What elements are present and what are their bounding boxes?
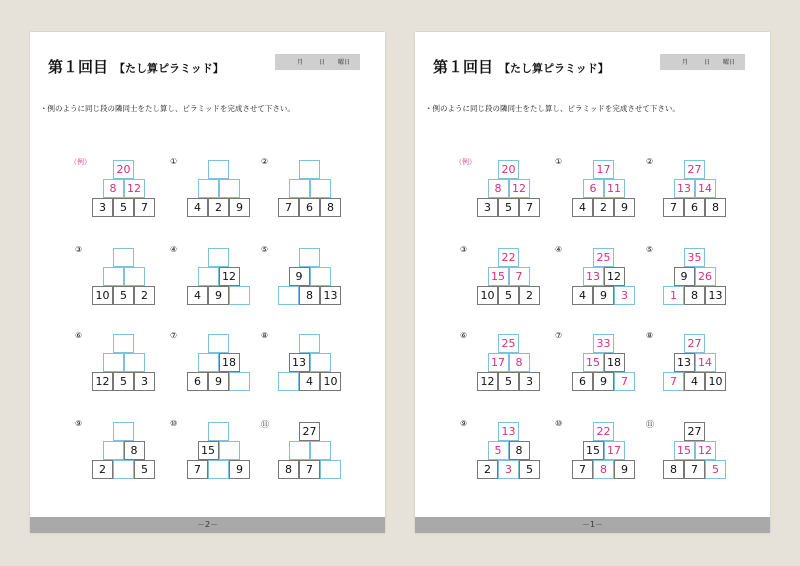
pyramid-cell[interactable]	[208, 422, 229, 441]
pyramid-cell[interactable]	[289, 179, 310, 198]
pyramid-label: ④	[555, 245, 563, 254]
pyramid-10	[555, 419, 636, 478]
pyramid-cell: 22	[498, 248, 519, 267]
pyramid-cell: 8	[320, 198, 341, 217]
pyramid-cell: 13	[289, 353, 310, 372]
pyramid-cell: 9	[229, 460, 250, 479]
pyramid-1	[555, 157, 636, 216]
pyramid-cell: 4	[572, 286, 593, 305]
pyramid-cell[interactable]	[103, 441, 124, 460]
pyramid-10	[170, 419, 251, 478]
pyramid-label: ⑦	[170, 331, 178, 340]
page-title	[433, 56, 609, 77]
pyramid-cell: 7	[509, 267, 530, 286]
pyramid-cell: 8	[509, 353, 530, 372]
pyramid-cell[interactable]	[310, 267, 331, 286]
pyramid-cell: 5	[488, 441, 509, 460]
pyramid-cell: 17	[593, 160, 614, 179]
pyramid-label: ④	[170, 245, 178, 254]
pyramid-6	[460, 331, 541, 390]
pyramid-label: ⑧	[646, 331, 654, 340]
pyramid-cell: 9	[593, 372, 614, 391]
pyramid-cell: 10	[92, 286, 113, 305]
page-number-footer: －2－	[30, 517, 385, 533]
pyramid-cell: 15	[488, 267, 509, 286]
pyramid-cell[interactable]	[219, 179, 240, 198]
pyramid-cell[interactable]	[320, 460, 341, 479]
pyramid-cell: 7	[134, 198, 155, 217]
pyramid-cell[interactable]	[289, 441, 310, 460]
pyramid-cell: 6	[684, 198, 705, 217]
pyramid-cell[interactable]	[229, 286, 250, 305]
pyramid-label: （例）	[70, 158, 91, 166]
pyramid-cell[interactable]	[310, 179, 331, 198]
pyramid-cell: 4	[187, 286, 208, 305]
pyramid-cell: 13	[583, 267, 604, 286]
pyramid-label: ⑤	[646, 245, 654, 254]
pyramid-cell[interactable]	[208, 334, 229, 353]
pyramid-cell[interactable]	[198, 267, 219, 286]
pyramid-cell: 2	[519, 286, 540, 305]
pyramid-cell: 4	[187, 198, 208, 217]
pyramid-cell: 3	[519, 372, 540, 391]
pyramid-cell: 27	[684, 334, 705, 353]
pyramid-cell: 10	[705, 372, 726, 391]
pyramid-cell[interactable]	[219, 441, 240, 460]
pyramid-cell[interactable]	[208, 248, 229, 267]
pyramid-9	[75, 419, 156, 478]
pyramid-1	[170, 157, 251, 216]
pyramid-cell: 9	[674, 267, 695, 286]
pyramid-label: ①	[555, 157, 563, 166]
date-day-label: 日	[704, 59, 711, 66]
pyramid-cell: 2	[208, 198, 229, 217]
pyramid-cell: 5	[498, 372, 519, 391]
date-month-label: 月	[297, 59, 304, 66]
pyramid-cell: 25	[593, 248, 614, 267]
pyramid-label: ③	[460, 245, 468, 254]
pyramid-cell: 6	[572, 372, 593, 391]
pyramid-cell[interactable]	[198, 179, 219, 198]
pyramid-cell[interactable]	[299, 248, 320, 267]
pyramid-cell: 8	[684, 286, 705, 305]
pyramid-6	[75, 331, 156, 390]
pyramid-cell: 9	[208, 286, 229, 305]
pyramid-cell: 13	[674, 179, 695, 198]
pyramid-cell: 4	[572, 198, 593, 217]
pyramid-cell: 4	[684, 372, 705, 391]
pyramid-cell: 12	[219, 267, 240, 286]
pyramid-cell: 7	[663, 372, 684, 391]
pyramid-cell: 8	[103, 179, 124, 198]
pyramid-cell: 3	[92, 198, 113, 217]
pyramid-cell[interactable]	[103, 267, 124, 286]
pyramid-3	[75, 245, 156, 304]
pyramid-cell: 12	[509, 179, 530, 198]
pyramid-cell: 18	[604, 353, 625, 372]
pyramid-cell[interactable]	[208, 460, 229, 479]
pyramid-cell: 13	[320, 286, 341, 305]
instruction-text: ・例のように同じ段の隣同士をたし算し、ピラミッドを完成させて下さい。	[425, 104, 680, 113]
pyramid-cell: 3	[614, 286, 635, 305]
pyramid-cell: 4	[299, 372, 320, 391]
pyramid-cell[interactable]	[299, 160, 320, 179]
pyramid-label: ⑩	[170, 419, 178, 428]
title-text: 第１回目	[433, 58, 494, 76]
date-box	[660, 54, 745, 70]
pyramid-cell: 5	[519, 460, 540, 479]
pyramid-cell: 9	[208, 372, 229, 391]
pyramid-cell: 9	[614, 198, 635, 217]
pyramid-9	[460, 419, 541, 478]
pyramid-label: ⑤	[261, 245, 269, 254]
pyramid-cell: 15	[583, 353, 604, 372]
pyramid-cell: 9	[229, 198, 250, 217]
pyramid-label: ⑩	[555, 419, 563, 428]
pyramid-cell[interactable]	[229, 372, 250, 391]
date-weekday-label: 曜日	[338, 59, 351, 66]
pyramid-cell: 17	[604, 441, 625, 460]
pyramid-cell: 6	[187, 372, 208, 391]
pyramid-label: ⑪	[261, 420, 269, 429]
page-number-footer: －1－	[415, 517, 770, 533]
pyramid-7	[170, 331, 251, 390]
page-title	[48, 56, 224, 77]
pyramid-cell: 33	[593, 334, 614, 353]
pyramid-cell: 7	[663, 198, 684, 217]
pyramid-cell[interactable]	[113, 460, 134, 479]
pyramid-cell[interactable]	[310, 441, 331, 460]
pyramid-cell: 14	[695, 353, 716, 372]
pyramid-3	[460, 245, 541, 304]
pyramid-cell: 5	[498, 198, 519, 217]
pyramid-cell: 35	[684, 248, 705, 267]
pyramid-cell: 7	[614, 372, 635, 391]
pyramid-cell: 10	[477, 286, 498, 305]
pyramid-cell: 8	[509, 441, 530, 460]
pyramid-cell: 7	[684, 460, 705, 479]
example-pyramid	[455, 158, 541, 216]
pyramid-cell: 8	[124, 441, 145, 460]
pyramid-cell: 2	[593, 198, 614, 217]
pyramid-cell[interactable]	[278, 372, 299, 391]
pyramid-5	[261, 245, 342, 304]
pyramid-cell: 18	[219, 353, 240, 372]
pyramid-cell: 5	[134, 460, 155, 479]
pyramid-label: ⑨	[460, 419, 468, 428]
pyramid-cell: 8	[593, 460, 614, 479]
pyramid-2	[646, 157, 727, 216]
pyramid-cell[interactable]	[113, 334, 134, 353]
pyramid-label: ⑪	[646, 420, 654, 429]
pyramid-cell: 6	[299, 198, 320, 217]
title-text: 第１回目	[48, 58, 109, 76]
pyramid-cell: 20	[113, 160, 134, 179]
pyramid-cell: 15	[583, 441, 604, 460]
pyramid-cell: 9	[614, 460, 635, 479]
pyramid-cell: 12	[477, 372, 498, 391]
pyramid-cell: 17	[488, 353, 509, 372]
date-box	[275, 54, 360, 70]
pyramid-cell: 8	[278, 460, 299, 479]
pyramid-cell: 13	[705, 286, 726, 305]
pyramid-8	[261, 331, 342, 390]
pyramid-cell: 12	[695, 441, 716, 460]
pyramid-11	[261, 420, 342, 478]
date-month-label: 月	[682, 59, 689, 66]
pyramid-5	[646, 245, 727, 304]
pyramid-cell: 22	[593, 422, 614, 441]
pyramid-cell[interactable]	[124, 353, 145, 372]
pyramid-cell[interactable]	[113, 422, 134, 441]
pyramid-cell: 12	[92, 372, 113, 391]
worksheet-page-1	[415, 32, 770, 533]
pyramid-7	[555, 331, 636, 390]
pyramid-label: ⑦	[555, 331, 563, 340]
pyramid-cell: 7	[187, 460, 208, 479]
pyramid-label: ⑨	[75, 419, 83, 428]
pyramid-cell: 27	[299, 422, 320, 441]
pyramid-cell: 27	[684, 422, 705, 441]
pyramid-cell: 2	[92, 460, 113, 479]
pyramid-4	[170, 245, 251, 304]
pyramid-cell: 26	[695, 267, 716, 286]
pyramid-cell: 12	[604, 267, 625, 286]
pyramid-label: ⑧	[261, 331, 269, 340]
instruction-text: ・例のように同じ段の隣同士をたし算し、ピラミッドを完成させて下さい。	[40, 104, 295, 113]
pyramid-cell: 27	[684, 160, 705, 179]
date-weekday-label: 曜日	[723, 59, 736, 66]
pyramid-cell: 2	[134, 286, 155, 305]
pyramid-cell[interactable]	[103, 353, 124, 372]
pyramid-cell: 6	[583, 179, 604, 198]
pyramid-cell: 7	[299, 460, 320, 479]
pyramid-cell: 15	[674, 441, 695, 460]
pyramid-cell[interactable]	[299, 334, 320, 353]
pyramid-cell: 13	[674, 353, 695, 372]
pyramid-11	[646, 420, 727, 478]
pyramid-cell: 11	[604, 179, 625, 198]
pyramid-cell: 5	[705, 460, 726, 479]
pyramid-cell: 7	[572, 460, 593, 479]
pyramid-cell: 8	[663, 460, 684, 479]
example-pyramid	[70, 158, 156, 216]
pyramid-cell: 2	[477, 460, 498, 479]
pyramid-cell: 13	[498, 422, 519, 441]
pyramid-cell[interactable]	[310, 353, 331, 372]
pyramid-cell: 5	[113, 372, 134, 391]
pyramid-cell: 25	[498, 334, 519, 353]
pyramid-8	[646, 331, 727, 390]
pyramid-4	[555, 245, 636, 304]
pyramid-cell: 5	[498, 286, 519, 305]
pyramid-cell: 9	[593, 286, 614, 305]
pyramid-cell[interactable]	[198, 353, 219, 372]
pyramid-cell: 20	[498, 160, 519, 179]
pyramid-cell: 10	[320, 372, 341, 391]
pyramid-label: （例）	[455, 158, 476, 166]
pyramid-cell: 15	[198, 441, 219, 460]
date-day-label: 日	[319, 59, 326, 66]
pyramid-cell: 12	[124, 179, 145, 198]
pyramid-label: ②	[261, 157, 269, 166]
pyramid-cell: 9	[289, 267, 310, 286]
pyramid-cell: 3	[134, 372, 155, 391]
pyramid-cell: 1	[663, 286, 684, 305]
pyramid-cell[interactable]	[208, 160, 229, 179]
pyramid-cell[interactable]	[124, 267, 145, 286]
pyramid-cell[interactable]	[113, 248, 134, 267]
title-subtitle: 【たし算ピラミッド】	[114, 62, 224, 75]
pyramid-cell: 3	[498, 460, 519, 479]
pyramid-label: ③	[75, 245, 83, 254]
pyramid-cell: 3	[477, 198, 498, 217]
pyramid-cell: 7	[519, 198, 540, 217]
pyramid-label: ②	[646, 157, 654, 166]
pyramid-label: ①	[170, 157, 178, 166]
pyramid-cell: 5	[113, 286, 134, 305]
pyramid-cell: 8	[705, 198, 726, 217]
pyramid-label: ⑥	[75, 331, 83, 340]
pyramid-2	[261, 157, 342, 216]
title-subtitle: 【たし算ピラミッド】	[499, 62, 609, 75]
pyramid-label: ⑥	[460, 331, 468, 340]
pyramid-cell: 8	[488, 179, 509, 198]
worksheet-page-2	[30, 32, 385, 533]
pyramid-cell: 8	[299, 286, 320, 305]
pyramid-cell: 14	[695, 179, 716, 198]
pyramid-cell[interactable]	[278, 286, 299, 305]
pyramid-cell: 5	[113, 198, 134, 217]
pyramid-cell: 7	[278, 198, 299, 217]
